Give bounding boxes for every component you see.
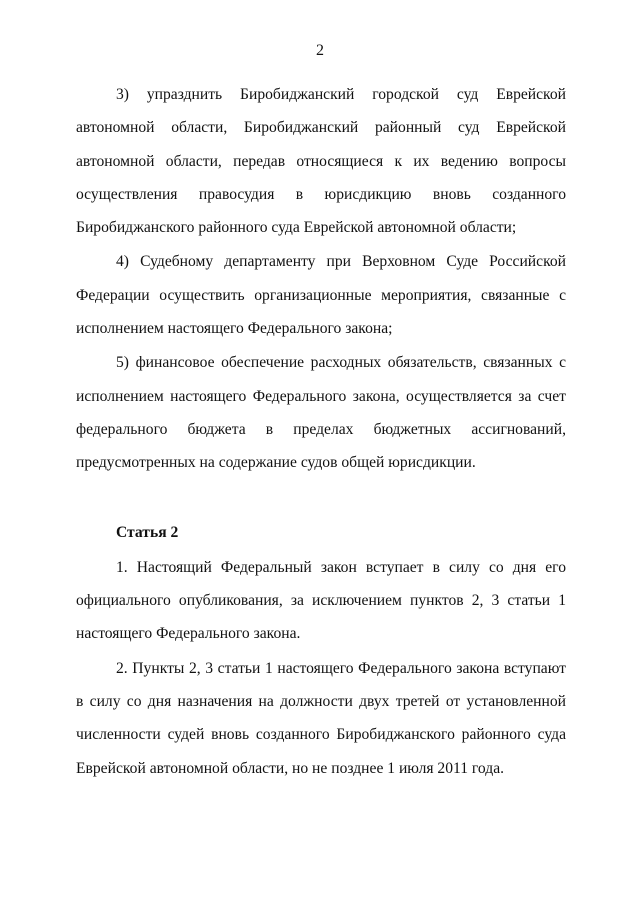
article-paragraph-1: 1. Настоящий Федеральный закон вступает в силу со дня его официального опубликования, за исключением пунктов 2, 3 статьи 1 настоящего Федерального закона. [76, 558, 566, 643]
article-heading: Статья 2 [116, 523, 179, 541]
page-number: 2 [316, 42, 324, 59]
paragraph-item-3: 3) упразднить Биробиджанский городской суд Еврейской автономной области, Биробиджанский районный суд Еврейской автономной области, передав относящиеся к их ведению вопросы осуществления правосудия в юрисдикцию вновь созданного Биробиджанского районного суда Еврейской автономной области; [76, 86, 566, 237]
paragraph-item-4: 4) Судебному департаменту при Верховном Суде Российской Федерации осуществить организационные мероприятия, связанные с исполнением настоящего Федерального закона; [76, 253, 566, 338]
document-body [76, 78, 566, 785]
paragraph-item-5: 5) финансовое обеспечение расходных обязательств, связанных с исполнением настоящего Федерального закона, осуществляется за счет федерального бюджета в пределах бюджетных ассигнований, предусмотренных на содержание судов общей юрисдикции. [76, 354, 566, 472]
article-paragraph-2: 2. Пункты 2, 3 статьи 1 настоящего Федерального закона вступают в силу со дня назначения на должности двух третей от установленной численности судей вновь созданного Биробиджанского районного суда Еврейской автономной области, но не позднее 1 июля 2011 года. [76, 659, 566, 777]
